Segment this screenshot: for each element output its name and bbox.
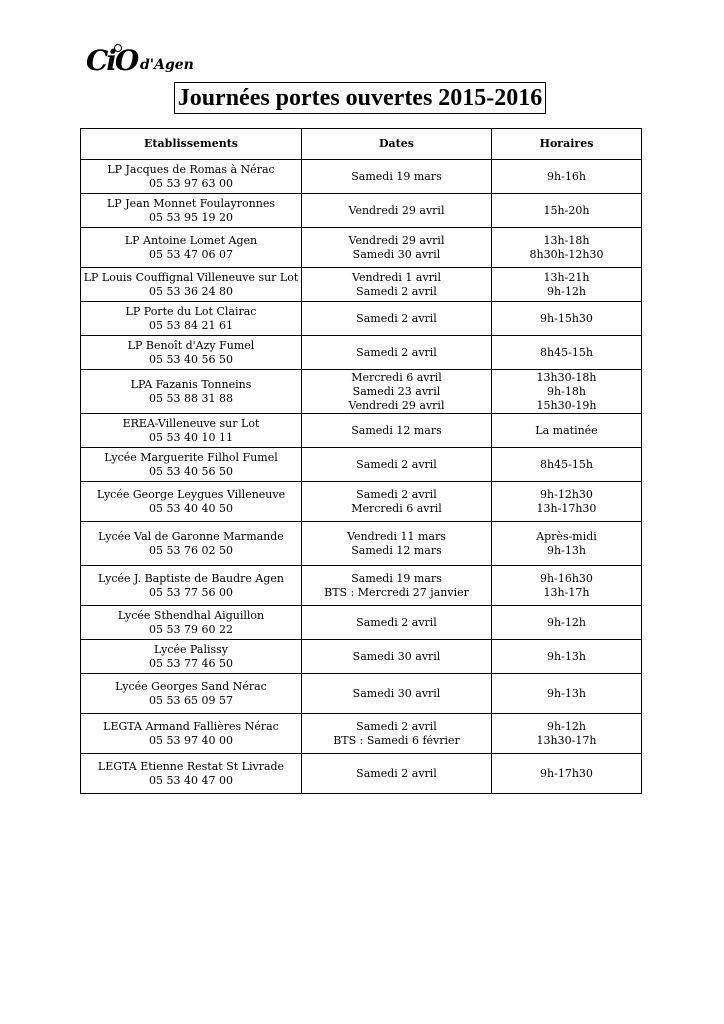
horaire-line: 9h-12h: [547, 284, 586, 298]
etablissement-line: 05 53 88 31 88: [149, 391, 233, 405]
horaires-cell: [492, 268, 642, 302]
etablissement-line: Lycée Georges Sand Nérac: [115, 679, 267, 693]
table-row: [81, 566, 642, 606]
etablissement-cell: [81, 522, 302, 566]
table-row: [81, 160, 642, 194]
date-line: Vendredi 29 avril: [348, 203, 445, 217]
horaire-line: 9h-18h: [547, 384, 586, 398]
dates-cell: [302, 522, 492, 566]
dates-cell: [302, 606, 492, 640]
etablissement-line: 05 53 84 21 61: [149, 318, 233, 332]
horaire-line: 13h30-18h: [536, 370, 597, 384]
table-row: [81, 674, 642, 714]
date-line: Samedi 2 avril: [356, 615, 437, 629]
etablissement-line: 05 53 77 56 00: [149, 585, 233, 599]
table-row: [81, 228, 642, 268]
horaire-line: 9h-12h30: [540, 487, 593, 501]
date-line: Samedi 2 avril: [356, 457, 437, 471]
table-row: [81, 448, 642, 482]
etablissement-line: 05 53 65 09 57: [149, 693, 233, 707]
date-line: Samedi 2 avril: [356, 766, 437, 780]
horaire-line: 9h-12h: [547, 719, 586, 733]
dates-cell: [302, 268, 492, 302]
date-line: Samedi 2 avril: [356, 487, 437, 501]
etablissement-cell: [81, 370, 302, 414]
date-line: Samedi 2 avril: [356, 311, 437, 325]
horaires-cell: [492, 302, 642, 336]
date-line: Samedi 30 avril: [352, 686, 441, 700]
etablissement-cell: [81, 160, 302, 194]
horaires-cell: [492, 370, 642, 414]
table-body: [81, 160, 642, 794]
etablissement-line: Lycée J. Baptiste de Baudre Agen: [98, 571, 284, 585]
date-line: Samedi 30 avril: [352, 649, 441, 663]
table-row: [81, 414, 642, 448]
etablissement-line: LP Jacques de Romas à Nérac: [107, 162, 275, 176]
etablissement-line: EREA-Villeneuve sur Lot: [122, 416, 260, 430]
etablissement-cell: [81, 414, 302, 448]
horaires-cell: [492, 606, 642, 640]
etablissement-line: LPA Fazanis Tonneins: [130, 377, 252, 391]
etablissement-line: LP Porte du Lot Clairac: [125, 304, 257, 318]
etablissement-cell: [81, 566, 302, 606]
horaire-line: 13h-21h: [543, 270, 590, 284]
horaires-cell: [492, 482, 642, 522]
etablissement-line: LP Antoine Lomet Agen: [124, 233, 258, 247]
etablissement-line: 05 53 40 56 50: [149, 464, 233, 478]
horaires-cell: [492, 228, 642, 268]
etablissement-cell: [81, 448, 302, 482]
dates-cell: [302, 336, 492, 370]
date-line: Mercredi 6 avril: [351, 370, 442, 384]
horaire-line: 9h-13h: [547, 543, 586, 557]
etablissement-line: 05 53 40 10 11: [149, 430, 233, 444]
horaire-line: 9h-15h30: [540, 311, 593, 325]
horaire-line: 13h-17h30: [536, 501, 597, 515]
horaire-line: 9h-12h: [547, 615, 586, 629]
date-line: Samedi 12 mars: [351, 423, 442, 437]
date-line: Vendredi 29 avril: [348, 233, 445, 247]
horaires-cell: [492, 448, 642, 482]
horaire-line: 15h30-19h: [536, 398, 597, 412]
etablissement-line: 05 53 95 19 20: [149, 210, 233, 224]
header-etablissements: Etablissements: [81, 129, 302, 160]
horaire-line: 13h-17h: [543, 585, 590, 599]
date-line: BTS : Samedi 6 février: [333, 733, 460, 747]
table-row: [81, 268, 642, 302]
horaire-line: 8h45-15h: [540, 457, 593, 471]
date-line: Samedi 2 avril: [356, 284, 437, 298]
dates-cell: [302, 414, 492, 448]
horaire-line: 9h-17h30: [540, 766, 593, 780]
horaire-line: 13h-18h: [543, 233, 590, 247]
etablissement-line: LP Jean Monnet Foulayronnes: [107, 196, 275, 210]
logo-cio-text: CiO: [86, 44, 138, 77]
dates-cell: [302, 482, 492, 522]
etablissement-line: 05 53 40 56 50: [149, 352, 233, 366]
table-row: [81, 302, 642, 336]
horaires-cell: [492, 414, 642, 448]
etablissement-line: 05 53 76 02 50: [149, 543, 233, 557]
horaire-line: Après-midi: [536, 529, 597, 543]
date-line: Samedi 12 mars: [351, 543, 442, 557]
table-row: [81, 640, 642, 674]
horaire-line: 8h30h-12h30: [529, 247, 604, 261]
horaires-cell: [492, 640, 642, 674]
etablissement-line: 05 53 40 40 50: [149, 501, 233, 515]
dates-cell: [302, 714, 492, 754]
dates-cell: [302, 194, 492, 228]
header-horaires: Horaires: [492, 129, 642, 160]
dates-cell: [302, 228, 492, 268]
table-row: [81, 336, 642, 370]
etablissement-cell: [81, 640, 302, 674]
etablissement-line: 05 53 77 46 50: [149, 656, 233, 670]
etablissement-cell: [81, 336, 302, 370]
dates-cell: [302, 754, 492, 794]
date-line: Samedi 30 avril: [352, 247, 441, 261]
cio-logo: [86, 44, 216, 78]
table-row: [81, 754, 642, 794]
date-line: Vendredi 29 avril: [348, 398, 445, 412]
date-line: Samedi 23 avril: [352, 384, 441, 398]
dates-cell: [302, 302, 492, 336]
date-line: Vendredi 11 mars: [347, 529, 446, 543]
table-row: [81, 606, 642, 640]
etablissement-line: 05 53 40 47 00: [149, 773, 233, 787]
horaires-cell: [492, 714, 642, 754]
horaires-cell: [492, 674, 642, 714]
horaire-line: 15h-20h: [543, 203, 590, 217]
date-line: Mercredi 6 avril: [351, 501, 442, 515]
etablissement-line: 05 53 97 63 00: [149, 176, 233, 190]
etablissement-line: LEGTA Armand Fallières Nérac: [103, 719, 279, 733]
etablissement-cell: [81, 228, 302, 268]
etablissement-cell: [81, 754, 302, 794]
etablissement-line: LEGTA Etienne Restat St Livrade: [97, 759, 285, 773]
dates-cell: [302, 566, 492, 606]
etablissement-line: Lycée Palissy: [153, 642, 228, 656]
horaires-cell: [492, 194, 642, 228]
table-row: [81, 482, 642, 522]
dates-cell: [302, 640, 492, 674]
open-days-table: [80, 128, 642, 794]
horaire-line: 9h-16h30: [540, 571, 593, 585]
etablissement-line: LP Benoît d'Azy Fumel: [127, 338, 255, 352]
horaire-line: 8h45-15h: [540, 345, 593, 359]
etablissement-cell: [81, 194, 302, 228]
horaires-cell: [492, 754, 642, 794]
etablissement-cell: [81, 674, 302, 714]
table-row: [81, 714, 642, 754]
etablissement-line: 05 53 47 06 07: [149, 247, 233, 261]
horaire-line: 9h-13h: [547, 649, 586, 663]
etablissement-cell: [81, 482, 302, 522]
etablissement-line: 05 53 36 24 80: [149, 284, 233, 298]
etablissement-line: Lycée Sthendhal Aiguillon: [117, 608, 265, 622]
dates-cell: [302, 674, 492, 714]
page-title: Journées portes ouvertes 2015-2016: [174, 82, 546, 114]
etablissement-line: 05 53 97 40 00: [149, 733, 233, 747]
horaire-line: La matinée: [535, 423, 598, 437]
horaires-cell: [492, 160, 642, 194]
horaires-cell: [492, 522, 642, 566]
dates-cell: [302, 370, 492, 414]
horaires-cell: [492, 336, 642, 370]
logo-city-text: d'Agen: [140, 57, 194, 73]
etablissement-line: 05 53 79 60 22: [149, 622, 233, 636]
horaire-line: 13h30-17h: [536, 733, 597, 747]
date-line: Vendredi 1 avril: [352, 270, 441, 284]
horaires-cell: [492, 566, 642, 606]
etablissement-line: Lycée Val de Garonne Marmande: [98, 529, 284, 543]
etablissement-cell: [81, 302, 302, 336]
table-header-row: [81, 129, 642, 160]
etablissement-line: Lycée George Leygues Villeneuve: [96, 487, 286, 501]
date-line: Samedi 2 avril: [356, 719, 437, 733]
etablissement-cell: [81, 268, 302, 302]
date-line: BTS : Mercredi 27 janvier: [324, 585, 469, 599]
etablissement-cell: [81, 606, 302, 640]
table-row: [81, 194, 642, 228]
date-line: Samedi 19 mars: [351, 571, 442, 585]
dates-cell: [302, 160, 492, 194]
table-row: [81, 522, 642, 566]
etablissement-line: Lycée Marguerite Filhol Fumel: [104, 450, 278, 464]
date-line: Samedi 2 avril: [356, 345, 437, 359]
dates-cell: [302, 448, 492, 482]
etablissement-cell: [81, 714, 302, 754]
date-line: Samedi 19 mars: [351, 169, 442, 183]
horaire-line: 9h-16h: [547, 169, 586, 183]
etablissement-line: LP Louis Couffignal Villeneuve sur Lot: [83, 270, 299, 284]
header-dates: Dates: [302, 129, 492, 160]
horaire-line: 9h-13h: [547, 686, 586, 700]
table-row: [81, 370, 642, 414]
